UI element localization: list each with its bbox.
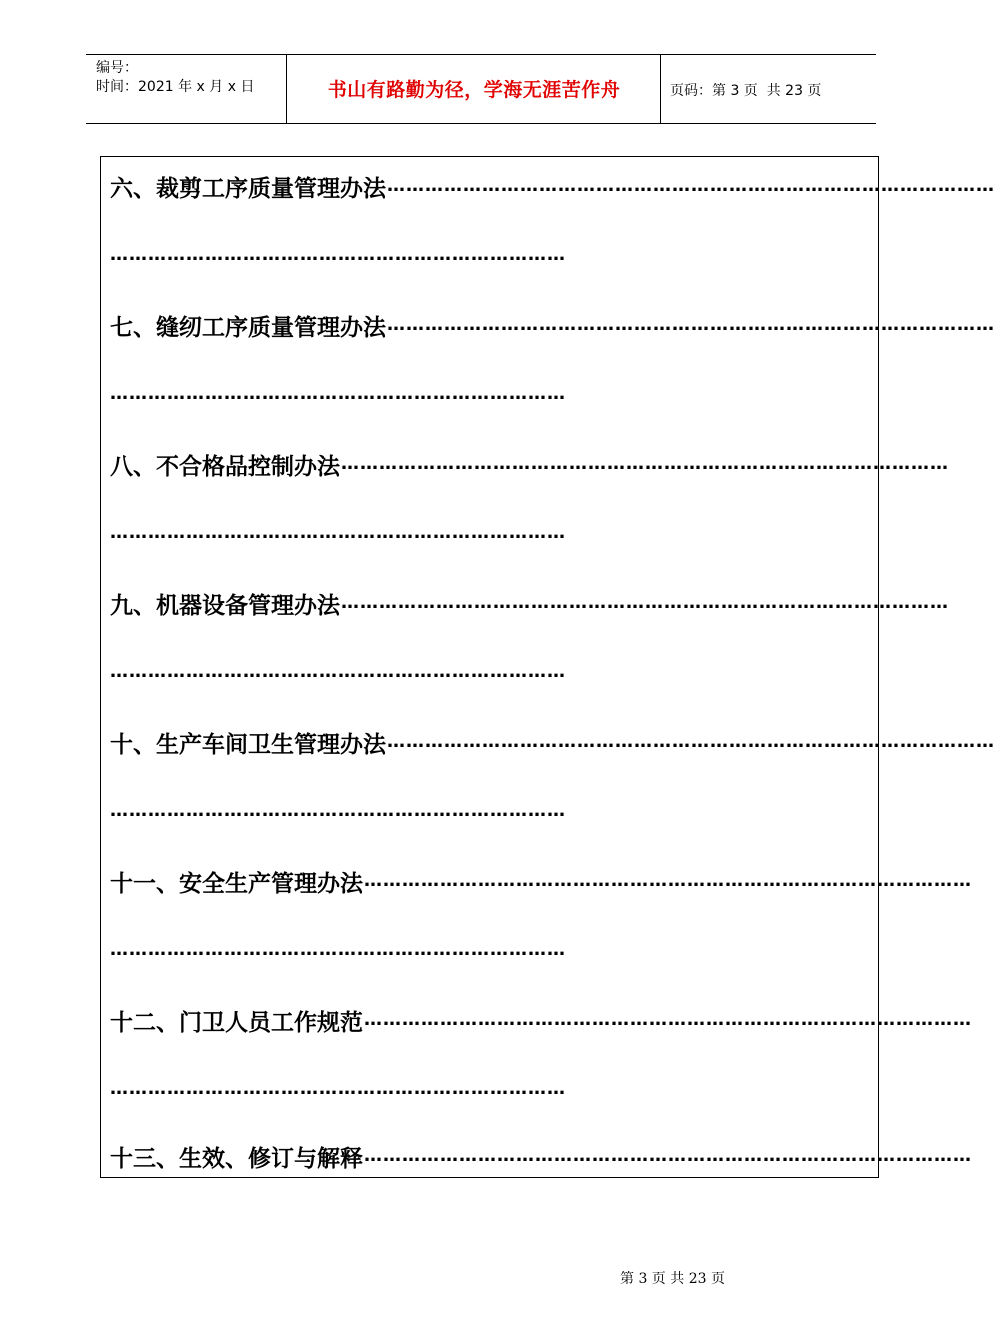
toc-item-title: 十三、生效、修订与解释: [110, 1144, 363, 1172]
toc-dot-leader: ……………………………………………………………………………………: [364, 1009, 972, 1030]
toc-item[interactable]: [110, 307, 995, 343]
toc-item-title: 十一、安全生产管理办法: [110, 869, 363, 897]
document-number-label: 编号：: [96, 60, 138, 76]
toc-item-title: 十二、门卫人员工作规范: [110, 1008, 363, 1036]
toc-dot-leader-continuation: ………………………………………………………………: [110, 661, 566, 682]
toc-dot-leader: ……………………………………………………………………………………: [387, 175, 995, 196]
header-motto: 书山有路勤为径，学海无涯苦作舟: [327, 79, 621, 101]
header-page-info: 页码：第 3 页 共 23 页: [670, 83, 822, 99]
toc-dot-leader-continuation: ………………………………………………………………: [110, 244, 566, 265]
toc-item-title: 七、缝纫工序质量管理办法: [110, 313, 386, 341]
toc-dot-leader-continuation: ………………………………………………………………: [110, 1078, 566, 1099]
toc-dot-leader: ……………………………………………………………………………………: [364, 1145, 972, 1166]
toc-item[interactable]: [110, 168, 995, 204]
toc-item-title: 六、裁剪工序质量管理办法: [110, 174, 386, 202]
toc-item-title: 十、生产车间卫生管理办法: [110, 730, 386, 758]
toc-item-title: 九、机器设备管理办法: [110, 591, 340, 619]
toc-item[interactable]: [110, 446, 949, 482]
toc-dot-leader-continuation: ………………………………………………………………: [110, 800, 566, 821]
table-of-contents: [100, 156, 995, 1178]
toc-dot-leader-continuation: ………………………………………………………………: [110, 939, 566, 960]
header-divider: [660, 55, 661, 123]
toc-item-title: 八、不合格品控制办法: [110, 452, 340, 480]
toc-dot-leader: ……………………………………………………………………………………: [364, 870, 972, 891]
page-footer-number: 第 3 页 共 23 页: [620, 1271, 725, 1287]
toc-dot-leader-continuation: ………………………………………………………………: [110, 383, 566, 404]
toc-item[interactable]: [110, 585, 949, 621]
toc-dot-leader: ……………………………………………………………………………………: [387, 314, 995, 335]
page-header: [86, 54, 876, 124]
toc-dot-leader: ……………………………………………………………………………………: [341, 453, 949, 474]
document-date: 时间：2021 年 x 月 x 日: [96, 79, 255, 95]
toc-dot-leader: ……………………………………………………………………………………: [341, 592, 949, 613]
toc-item[interactable]: [110, 863, 972, 899]
toc-dot-leader: ……………………………………………………………………………………: [387, 731, 995, 752]
toc-item[interactable]: [110, 724, 995, 760]
toc-dot-leader-continuation: ………………………………………………………………: [110, 522, 566, 543]
toc-item[interactable]: [110, 1002, 972, 1038]
toc-item[interactable]: [110, 1138, 972, 1174]
header-meta: [96, 59, 254, 97]
